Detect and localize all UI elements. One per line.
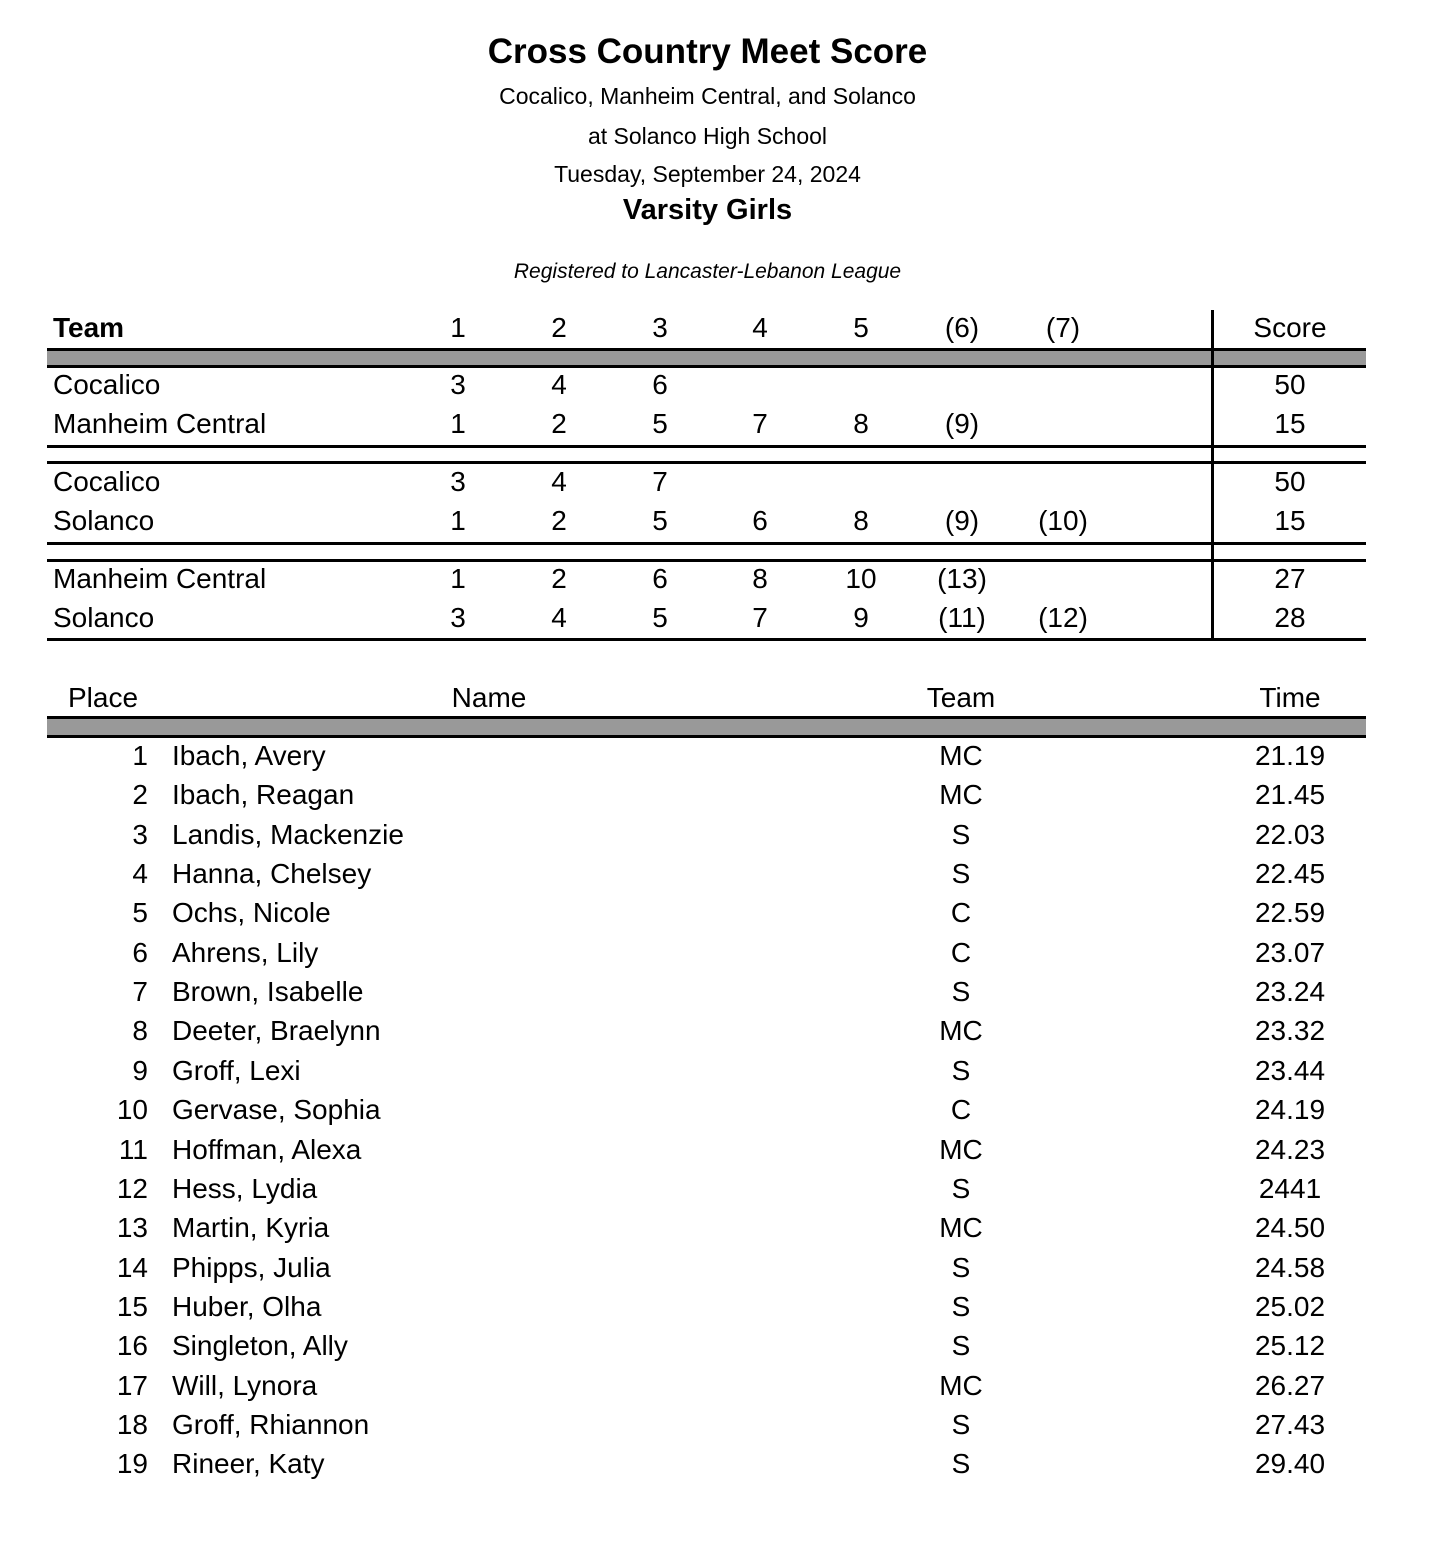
- runner-team: S: [951, 1172, 971, 1204]
- runner-time: 26.27: [1254, 1369, 1326, 1401]
- place-cell-7: (12): [1038, 602, 1088, 633]
- table-rule: [47, 638, 1366, 641]
- registration-note: Registered to Lancaster-Lebanon League: [513, 260, 902, 283]
- team-name: Solanco: [53, 505, 155, 536]
- place-cell-1: 3: [450, 369, 466, 400]
- place: 11: [118, 1133, 148, 1165]
- place-cell-2: 2: [551, 505, 567, 536]
- runner-time: 25.12: [1254, 1330, 1326, 1362]
- runner-time: 22.03: [1254, 818, 1326, 850]
- runner-team: MC: [939, 1212, 983, 1244]
- place-cell-1: 1: [450, 505, 466, 536]
- meet-location: at Solanco High School: [587, 123, 828, 149]
- score-divider: [1211, 310, 1214, 641]
- col-header-name: Name: [451, 682, 527, 713]
- runner-team: S: [951, 1054, 971, 1086]
- runner-time: 23.07: [1254, 936, 1326, 968]
- runner-time: 25.02: [1254, 1290, 1326, 1322]
- runner-team: S: [951, 1448, 971, 1480]
- runner-time: 22.45: [1254, 858, 1326, 890]
- runner-team: MC: [939, 740, 983, 771]
- runner-name: Will, Lynora: [172, 1369, 318, 1401]
- place-cell-1: 1: [450, 408, 466, 439]
- team-score: 27: [1274, 563, 1306, 594]
- place: 9: [132, 1054, 148, 1086]
- place-cell-6: (13): [937, 563, 987, 594]
- col-header-place: Place: [68, 682, 139, 713]
- place-cell-4: 8: [752, 563, 768, 594]
- division-title: Varsity Girls: [622, 194, 793, 226]
- team-name: Cocalico: [53, 466, 161, 497]
- page-title: Cross Country Meet Score: [487, 32, 928, 71]
- place-cell-3: 6: [652, 369, 668, 400]
- runner-team: S: [951, 818, 971, 850]
- place: 2: [132, 779, 148, 811]
- place-cell-1: 3: [450, 602, 466, 633]
- place: 19: [116, 1448, 148, 1480]
- runner-name: Deeter, Braelynn: [172, 1015, 381, 1047]
- runner-time: 23.44: [1254, 1054, 1326, 1086]
- team-name: Cocalico: [53, 369, 161, 400]
- runner-team: S: [951, 1408, 971, 1440]
- runner-name: Hanna, Chelsey: [172, 858, 372, 890]
- place: 1: [132, 740, 148, 771]
- place: 8: [132, 1015, 148, 1047]
- runner-name: Martin, Kyria: [172, 1212, 330, 1244]
- runner-time: 24.58: [1254, 1251, 1326, 1283]
- col-header-place-6: (6): [944, 312, 980, 343]
- runner-name: Ibach, Avery: [172, 740, 326, 771]
- place-cell-2: 2: [551, 408, 567, 439]
- runner-name: Phipps, Julia: [172, 1251, 331, 1283]
- team-name: Solanco: [53, 602, 155, 633]
- runner-team: MC: [939, 1015, 983, 1047]
- team-name: Manheim Central: [53, 408, 267, 439]
- meet-date: Tuesday, September 24, 2024: [554, 161, 861, 187]
- place-cell-2: 4: [551, 602, 567, 633]
- place-cell-6: (9): [944, 408, 980, 439]
- place: 17: [116, 1369, 148, 1401]
- runner-name: Ahrens, Lily: [172, 936, 319, 968]
- place: 7: [132, 976, 148, 1008]
- col-header-team: Team: [926, 682, 996, 713]
- col-header-place-7: (7): [1045, 312, 1081, 343]
- col-header-place-1: 1: [450, 312, 466, 343]
- runner-time: 22.59: [1254, 897, 1326, 929]
- place-cell-3: 5: [652, 408, 668, 439]
- runner-team: C: [950, 1094, 972, 1126]
- runner-name: Ibach, Reagan: [172, 779, 355, 811]
- team-score: 50: [1274, 369, 1306, 400]
- place-cell-2: 2: [551, 563, 567, 594]
- col-header-score: Score: [1253, 312, 1327, 343]
- place: 3: [132, 818, 148, 850]
- col-header-time: Time: [1259, 682, 1321, 713]
- col-header-place-5: 5: [853, 312, 869, 343]
- place: 5: [132, 897, 148, 929]
- runner-team: C: [950, 897, 972, 929]
- place-cell-4: 6: [752, 505, 768, 536]
- runner-time: 24.23: [1254, 1133, 1326, 1165]
- runner-time: 21.19: [1254, 740, 1326, 771]
- runner-time: 23.24: [1254, 976, 1326, 1008]
- place-cell-4: 7: [752, 408, 768, 439]
- place-cell-3: 7: [652, 466, 668, 497]
- table-rule: [47, 542, 1366, 545]
- meet-teams: Cocalico, Manheim Central, and Solanco: [499, 83, 916, 109]
- runner-time: 21.45: [1254, 779, 1326, 811]
- team-score: 15: [1274, 408, 1306, 439]
- runner-time: 2441: [1258, 1172, 1322, 1204]
- col-header-place-2: 2: [551, 312, 567, 343]
- place-cell-5: 10: [845, 563, 877, 594]
- team-name: Manheim Central: [53, 563, 267, 594]
- place: 16: [116, 1330, 148, 1362]
- place: 12: [116, 1172, 148, 1204]
- place-cell-1: 3: [450, 466, 466, 497]
- place-cell-4: 7: [752, 602, 768, 633]
- place: 4: [132, 858, 148, 890]
- header-band: [47, 348, 1366, 368]
- place: 6: [132, 936, 148, 968]
- runner-name: Hess, Lydia: [172, 1172, 318, 1204]
- table-rule: [47, 445, 1366, 448]
- runner-time: 24.19: [1254, 1094, 1326, 1126]
- runner-time: 27.43: [1254, 1408, 1326, 1440]
- place-cell-3: 6: [652, 563, 668, 594]
- runner-name: Groff, Rhiannon: [172, 1408, 370, 1440]
- runner-name: Singleton, Ally: [172, 1330, 348, 1362]
- col-header-team: Team: [53, 312, 125, 343]
- place-cell-5: 8: [853, 505, 869, 536]
- runner-team: S: [951, 858, 971, 890]
- place-cell-5: 9: [853, 602, 869, 633]
- runner-name: Hoffman, Alexa: [172, 1133, 362, 1165]
- results-header-band: [47, 716, 1366, 738]
- team-score: 15: [1274, 505, 1306, 536]
- place: 10: [116, 1094, 148, 1126]
- table-rule: [47, 559, 1366, 562]
- runner-name: Rineer, Katy: [172, 1448, 325, 1480]
- place-cell-3: 5: [652, 505, 668, 536]
- runner-team: S: [951, 1251, 971, 1283]
- runner-team: MC: [939, 1133, 983, 1165]
- team-score: 50: [1274, 466, 1306, 497]
- runner-team: S: [951, 1330, 971, 1362]
- runner-name: Landis, Mackenzie: [172, 818, 404, 850]
- place-cell-6: (11): [938, 602, 986, 633]
- runner-time: 24.50: [1254, 1212, 1326, 1244]
- place-cell-2: 4: [551, 466, 567, 497]
- runner-time: 29.40: [1254, 1448, 1326, 1480]
- runner-name: Huber, Olha: [172, 1290, 322, 1322]
- col-header-place-4: 4: [752, 312, 768, 343]
- runner-name: Gervase, Sophia: [172, 1094, 381, 1126]
- team-score: 28: [1274, 602, 1306, 633]
- place-cell-6: (9): [944, 505, 980, 536]
- runner-name: Ochs, Nicole: [172, 897, 331, 929]
- runner-team: S: [951, 976, 971, 1008]
- runner-team: MC: [939, 1369, 983, 1401]
- place: 14: [116, 1251, 148, 1283]
- place-cell-2: 4: [551, 369, 567, 400]
- place: 13: [116, 1212, 148, 1244]
- runner-team: S: [951, 1290, 971, 1322]
- col-header-place-3: 3: [652, 312, 668, 343]
- place: 18: [116, 1408, 148, 1440]
- place: 15: [116, 1290, 148, 1322]
- runner-team: C: [950, 936, 972, 968]
- place-cell-1: 1: [450, 563, 466, 594]
- runner-name: Groff, Lexi: [172, 1054, 301, 1086]
- place-cell-5: 8: [853, 408, 869, 439]
- runner-team: MC: [939, 779, 983, 811]
- runner-name: Brown, Isabelle: [172, 976, 364, 1008]
- runner-time: 23.32: [1254, 1015, 1326, 1047]
- place-cell-3: 5: [652, 602, 668, 633]
- table-rule: [47, 461, 1366, 464]
- place-cell-7: (10): [1038, 505, 1088, 536]
